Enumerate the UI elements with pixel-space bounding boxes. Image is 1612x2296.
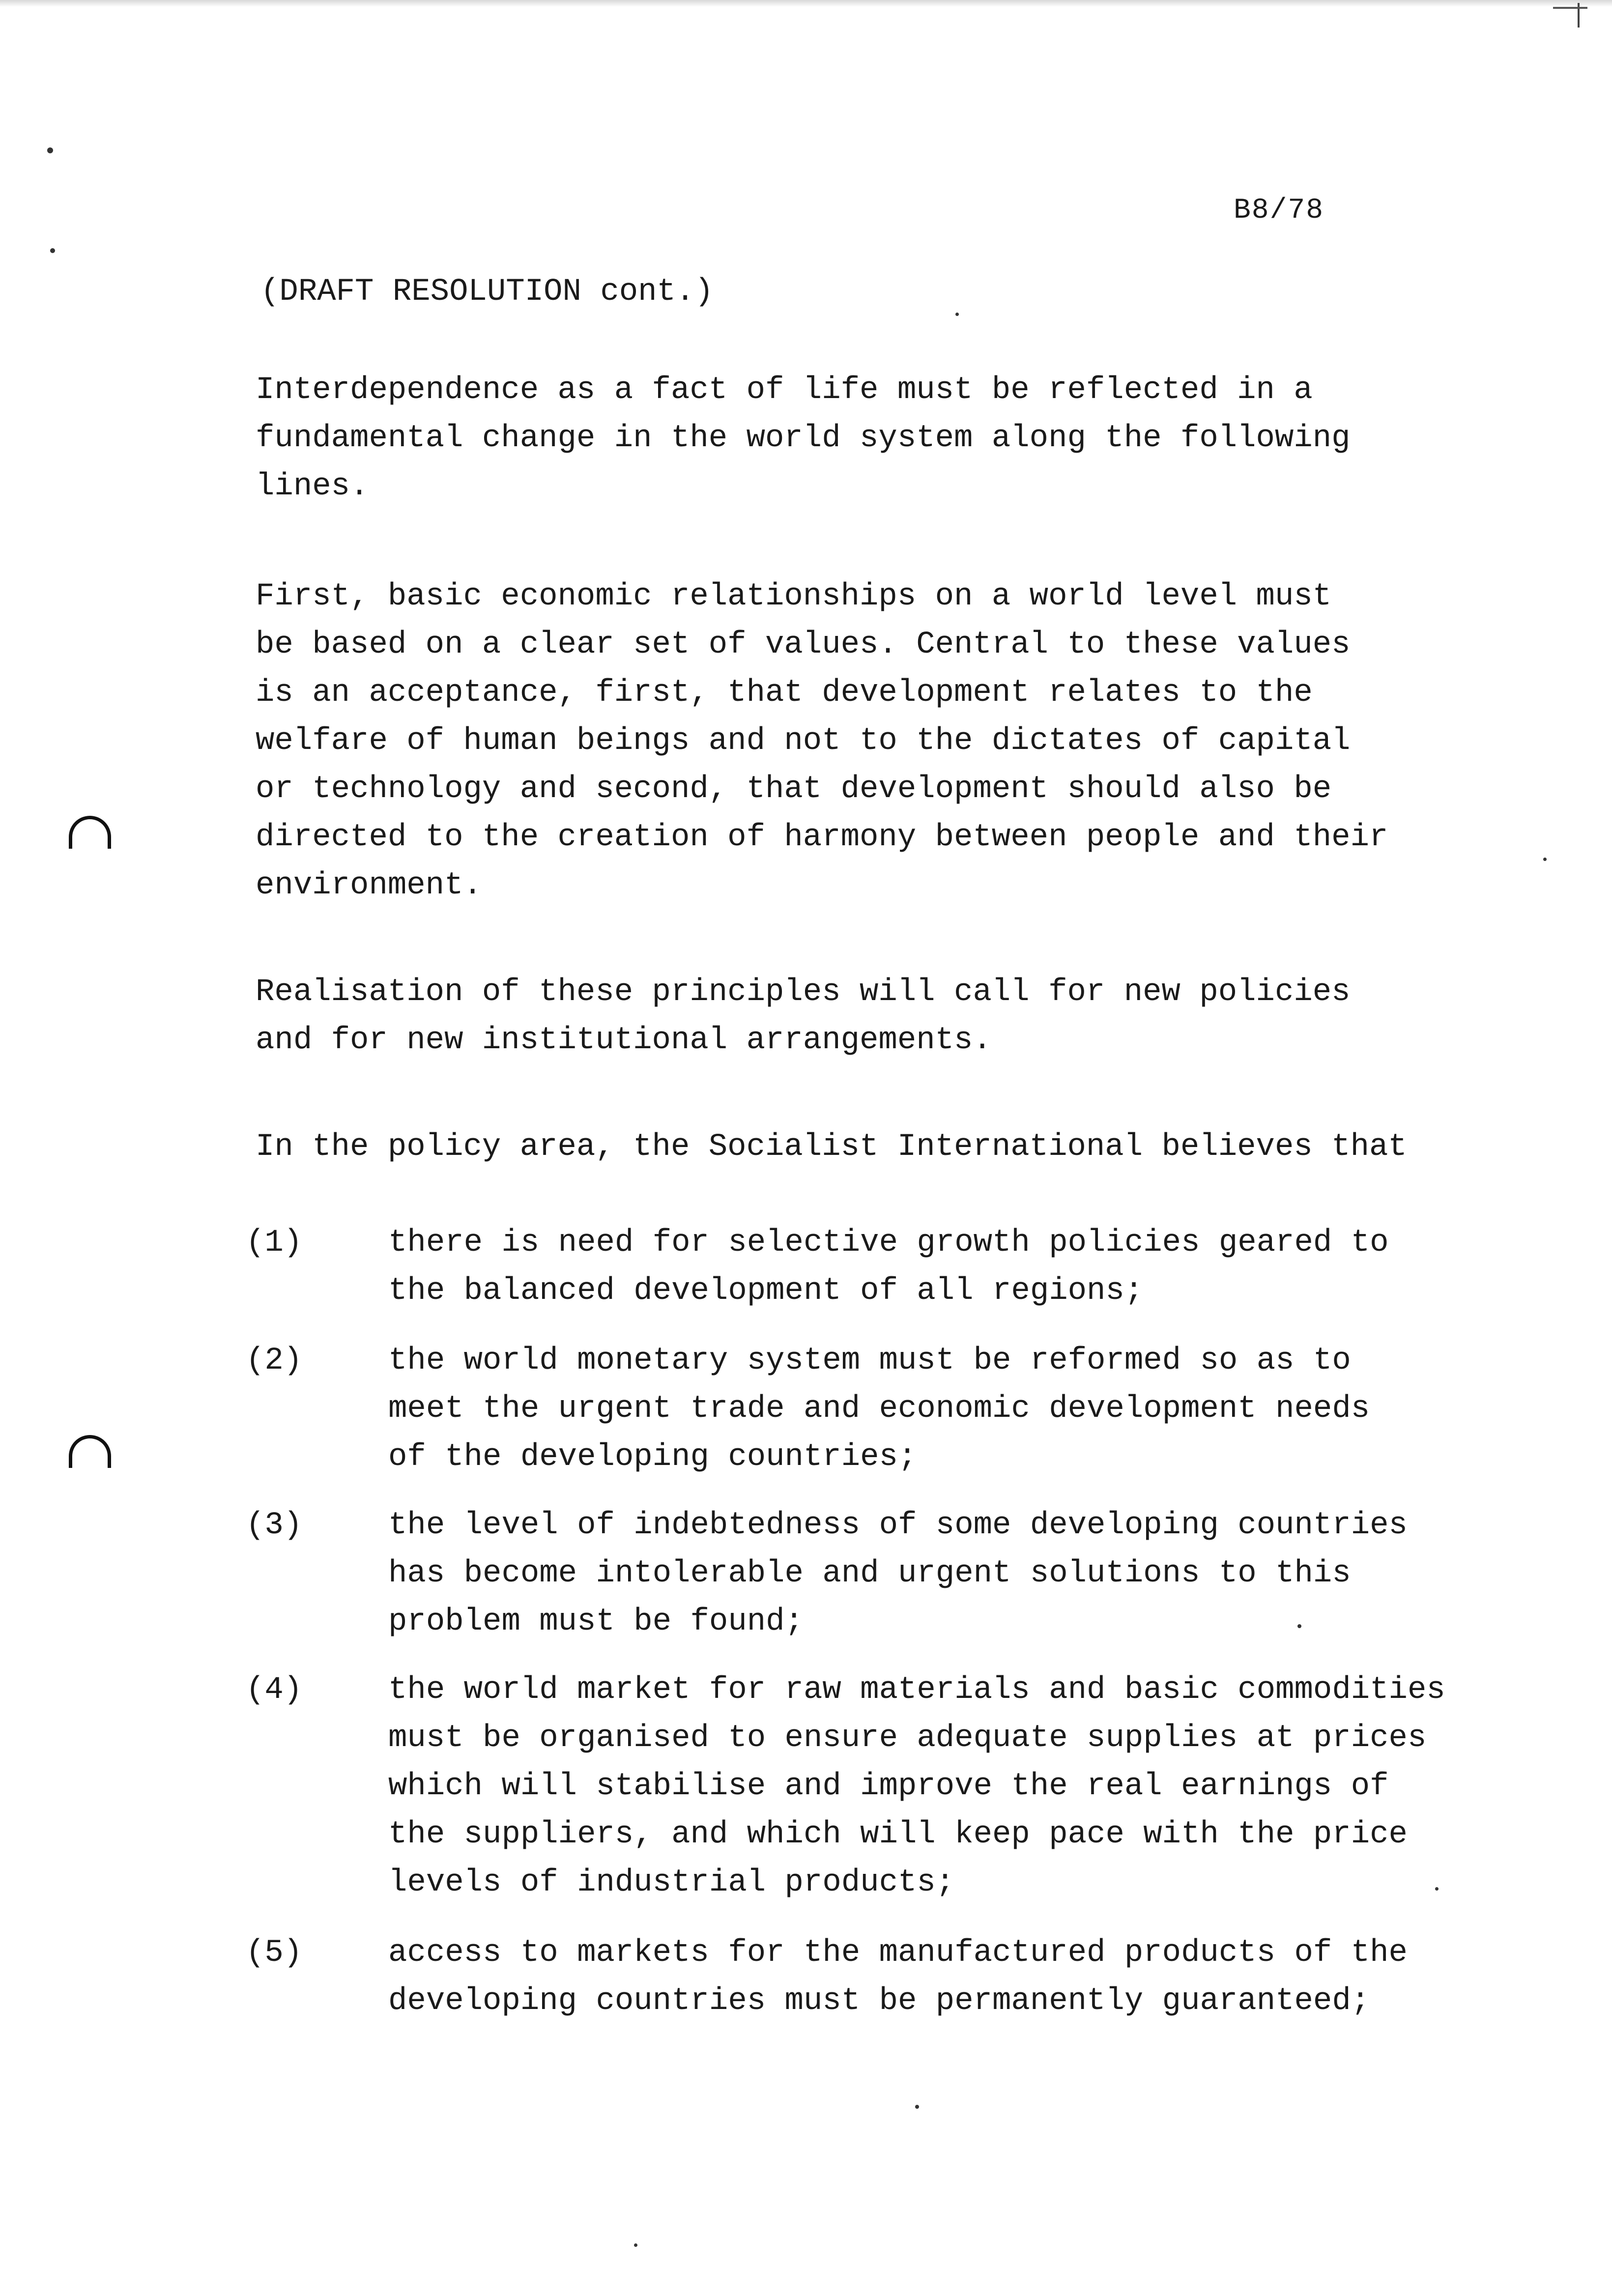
paragraph-line: Interdependence as a fact of life must be reflected in a [256,373,1313,408]
document-reference: B8/78 [1234,195,1324,227]
list-item-number: (3) [246,1508,303,1543]
scan-speck [47,147,53,153]
list-item-line: the suppliers, and which will keep pace with the price [388,1817,1408,1852]
paragraph-line: and for new institutional arrangements. [256,1023,992,1058]
paragraph-line: be based on a clear set of values. Central to these values [256,627,1351,662]
corner-mark-horizontal [1553,7,1587,9]
paragraph-line: lines. [256,469,369,504]
paragraph-interdependence [256,366,1524,511]
paragraph-line: Realisation of these principles will call for new policies [256,975,1351,1010]
list-item-number: (1) [246,1225,303,1261]
scan-speck [50,248,55,253]
list-item-number: (2) [246,1343,303,1378]
paragraph-line: welfare of human beings and not to the dictates of capital [256,723,1351,759]
list-item-text [388,1219,1519,1315]
punch-hole-mark-upper [69,816,111,849]
list-item-text [388,1666,1519,1907]
list-item-line: meet the urgent trade and economic development needs [388,1391,1370,1427]
punch-hole-mark-lower [69,1435,111,1468]
list-item-line: access to markets for the manufactured products of the [388,1935,1408,1971]
list-item-line: has become intolerable and urgent solutions to this [388,1556,1351,1591]
scan-speck [915,2105,919,2109]
paragraph-line: or technology and second, that development should also be [256,772,1332,807]
list-item-line: there is need for selective growth policies geared to [388,1225,1389,1261]
document-heading: (DRAFT RESOLUTION cont.) [260,274,714,310]
paragraph-realisation [256,968,1524,1064]
scan-speck [634,2243,637,2247]
scan-speck [1543,858,1547,861]
list-item-number: (5) [246,1935,303,1971]
paragraph-line: is an acceptance, first, that development relates to the [256,675,1313,711]
list-item-number: (4) [246,1672,303,1708]
scan-speck [955,313,959,316]
list-item-line: must be organised to ensure adequate supplies at prices [388,1721,1427,1756]
list-item-line: the level of indebtedness of some developing countries [388,1508,1408,1543]
paragraph-line: fundamental change in the world system along the following [256,421,1351,456]
list-item-line: of the developing countries; [388,1439,917,1475]
list-item-line: the world market for raw materials and basic commodities [388,1672,1445,1708]
list-item-line: levels of industrial products; [388,1865,955,1900]
list-item-text [388,1337,1519,1481]
list-item-line: problem must be found; [388,1604,804,1639]
paragraph-values [256,573,1524,910]
paragraph-line: First, basic economic relationships on a world level must [256,579,1332,614]
list-item-line: the balanced development of all regions; [388,1273,1144,1309]
list-item-text [388,1929,1519,2025]
paragraph-line: environment. [256,868,482,903]
paragraph-line: In the policy area, the Socialist International believes that [256,1129,1407,1165]
scan-top-edge [0,0,1612,7]
paragraph-line: directed to the creation of harmony between people and their [256,820,1388,855]
list-item-line: which will stabilise and improve the real earnings of [388,1769,1389,1804]
paragraph-policy-area [256,1123,1524,1171]
list-item-text [388,1501,1519,1646]
list-item-line: developing countries must be permanently guaranteed; [388,1983,1370,2019]
list-item-line: the world monetary system must be reformed so as to [388,1343,1351,1378]
